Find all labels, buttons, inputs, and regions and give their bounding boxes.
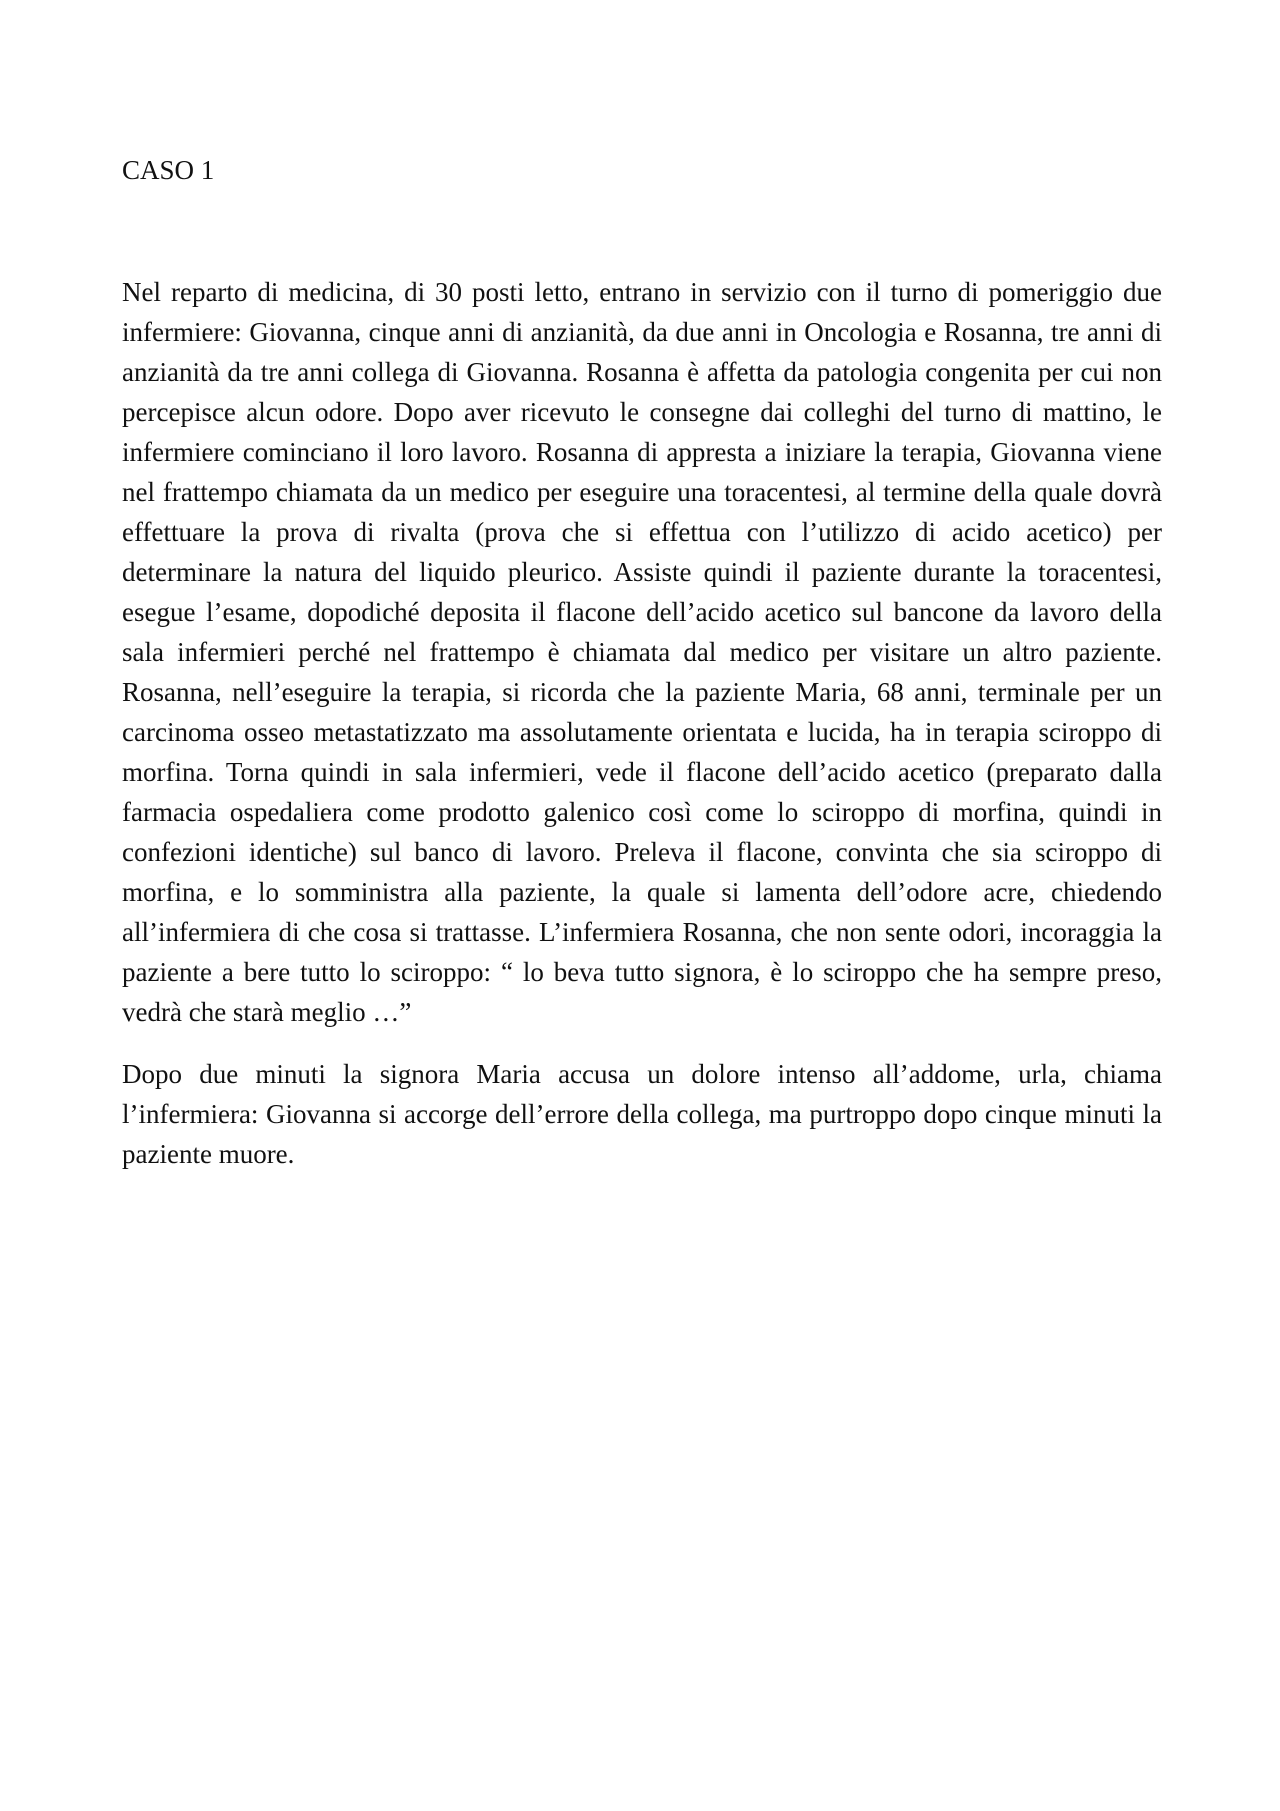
document-body: [122, 272, 1162, 1174]
paragraph-outcome: Dopo due minuti la signora Maria accusa un dolore intenso all’addome, urla, chiama l’infermiera: Giovanna si accorge dell’errore della collega, ma purtroppo dopo cinque minuti la paziente muore.: [122, 1059, 1162, 1169]
paragraph-case-narrative: Nel reparto di medicina, di 30 posti letto, entrano in servizio con il turno di pomeriggio due infermiere: Giovanna, cinque anni di anzianità, da due anni in Oncologia e Rosanna, tre anni di anzianità da tre anni collega di Giovanna. Rosanna è affetta da patologia congenita per cui non percepisce alcun odore. Dopo aver ricevuto le consegne dai colleghi del turno di mattino, le infermiere cominciano il loro lavoro. Rosanna di appresta a iniziare la terapia, Giovanna viene nel frattempo chiamata da un medico per eseguire una toracentesi, al termine della quale dovrà effettuare la prova di rivalta (prova che si effettua con l’utilizzo di acido acetico) per determinare la natura del liquido pleurico. Assiste quindi il paziente durante la toracentesi, esegue l’esame, dopodiché deposita il flacone dell’acido acetico sul bancone da lavoro della sala infermieri perché nel frattempo è chiamata dal medico per visitare un altro paziente. Rosanna, nell’eseguire la terapia, si ricorda che la paziente Maria, 68 anni, terminale per un carcinoma osseo metastatizzato ma assolutamente orientata e lucida, ha in terapia sciroppo di morfina. Torna quindi in sala infermieri, vede il flacone dell’acido acetico (preparato dalla farmacia ospedaliera come prodotto galenico così come lo sciroppo di morfina, quindi in confezioni identiche) sul banco di lavoro. Preleva il flacone, convinta che sia sciroppo di morfina, e lo somministra alla paziente, la quale si lamenta dell’odore acre, chiedendo all’infermiera di che cosa si trattasse. L’infermiera Rosanna, che non sente odori, incoraggia la paziente a bere tutto lo sciroppo: “ lo beva tutto signora, è lo sciroppo che ha sempre preso, vedrà che starà meglio …”: [122, 277, 1162, 1027]
document-title: CASO 1: [122, 155, 215, 185]
